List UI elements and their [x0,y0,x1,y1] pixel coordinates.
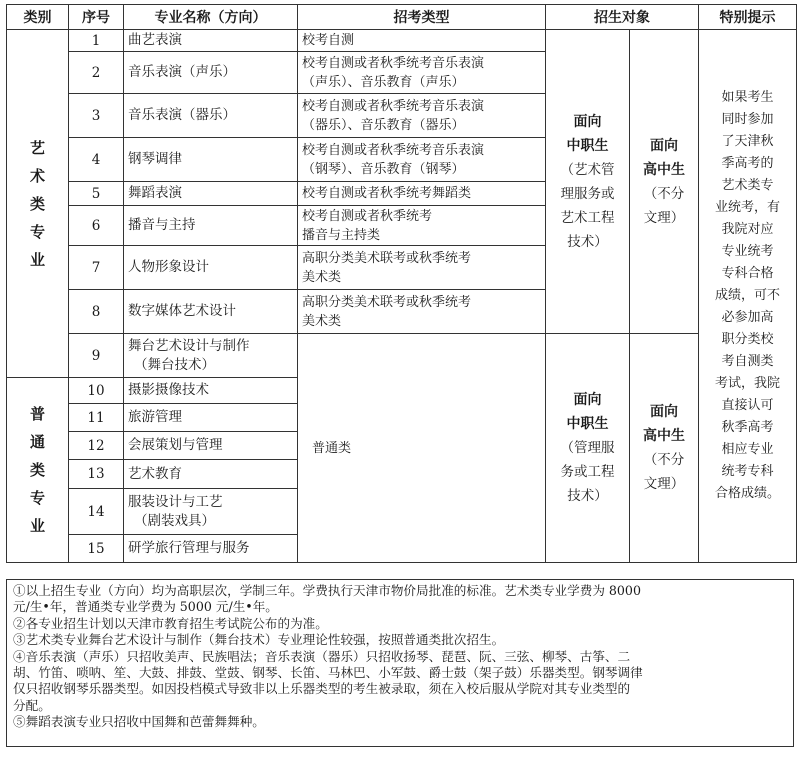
table-row [7,30,797,52]
footnotes [6,579,794,747]
special-tip: 如果考生 同时参加 了天津秋 季高考的 艺术类专 业统考，有 我院对应 专业统考 专科合格 成绩，可不 必参加高 职分类校 考自测类 考试，我院 直接认可 秋季高考 相应专业 统考专科 合格成绩。 [699,30,797,563]
exam-type: 高职分类美术联考或秋季统考 美术类 [298,246,546,290]
major-name: 数字媒体艺术设计 [124,290,298,334]
major-name: 舞台艺术设计与制作 （舞台技术） [124,334,298,378]
target-art-vocational: 面向 中职生 （艺术管 理服务或 艺术工程 技术） [546,30,630,334]
footnote-line: 仅只招收钢琴乐器类型。如因投档模式导致非以上乐器类型的考生被录取，须在入校后服从学院对其专业类型的 [13,681,631,697]
row-number: 9 [69,334,124,378]
row-number: 4 [69,138,124,182]
row-number: 3 [69,94,124,138]
footnote-line: ⑤舞蹈表演专业只招收中国舞和芭蕾舞舞种。 [13,714,265,730]
admissions-table [6,4,797,563]
exam-type: 校考自测 [298,30,546,52]
footnote-line: ②各专业招生计划以天津市教育招生考试院公布的为准。 [13,615,328,631]
row-number: 6 [69,206,124,246]
table-row [7,334,797,378]
category-general: 普 通 类 专 业 [7,378,69,563]
category-art: 艺 术 类 专 业 [7,30,69,378]
major-name: 播音与主持 [124,206,298,246]
exam-type: 校考自测或者秋季统考 播音与主持类 [298,206,546,246]
header-exam-type: 招考类型 [298,5,546,30]
target-general-highschool: 面向 高中生 （不分 文理） [630,334,699,563]
row-number: 11 [69,404,124,432]
header-major: 专业名称（方向） [124,5,298,30]
header-tip: 特别提示 [699,5,797,30]
major-name: 旅游管理 [124,404,298,432]
major-name: 服装设计与工艺 （剧装戏具） [124,489,298,535]
row-number: 1 [69,30,124,52]
major-name: 摄影摄像技术 [124,378,298,404]
header-target: 招生对象 [546,5,699,30]
row-number: 12 [69,432,124,460]
header-number: 序号 [69,5,124,30]
row-number: 13 [69,460,124,489]
major-name: 音乐表演（器乐） [124,94,298,138]
admissions-document [6,4,796,748]
exam-type: 校考自测或者秋季统考音乐表演 （器乐）、音乐教育（器乐） [298,94,546,138]
footnote-line: ③艺术类专业舞台艺术设计与制作（舞台技术）专业理论性较强，按照普通类批次招生。 [13,632,505,648]
exam-type: 校考自测或者秋季统考音乐表演 （声乐）、音乐教育（声乐） [298,52,546,94]
header-row [7,5,797,30]
header-category: 类别 [7,5,69,30]
major-name: 钢琴调律 [124,138,298,182]
target-general-vocational: 面向 中职生 （管理服 务或工程 技术） [546,334,630,563]
major-name: 舞蹈表演 [124,182,298,206]
footnote-line: ①以上招生专业（方向）均为高职层次，学制三年。学费执行天津市物价局批准的标准。艺术类专业学费为 8000 [13,583,641,598]
major-name: 研学旅行管理与服务 [124,535,298,563]
footnote-line: 分配。 [13,697,51,713]
major-name: 音乐表演（声乐） [124,52,298,94]
exam-type: 校考自测或者秋季统考音乐表演 （钢琴）、音乐教育（钢琴） [298,138,546,182]
row-number: 5 [69,182,124,206]
footnote-line: 胡、竹笛、唢呐、笙、大鼓、排鼓、堂鼓、钢琴、长笛、马林巴、小军鼓、爵士鼓（架子鼓）乐器类型。钢琴调律 [13,665,643,681]
row-number: 7 [69,246,124,290]
row-number: 8 [69,290,124,334]
row-number: 14 [69,489,124,535]
major-name: 曲艺表演 [124,30,298,52]
major-name: 人物形象设计 [124,246,298,290]
row-number: 15 [69,535,124,563]
row-number: 10 [69,378,124,404]
major-name: 会展策划与管理 [124,432,298,460]
footnote-line: 元/生•年，普通类专业学费为 5000 元/生•年。 [13,599,278,615]
major-name: 艺术教育 [124,460,298,489]
footnote-line: ④音乐表演（声乐）只招收美声、民族唱法；音乐表演（器乐）只招收扬琴、琵琶、阮、三弦、柳琴、古筝、二 [13,648,631,664]
exam-type: 校考自测或者秋季统考舞蹈类 [298,182,546,206]
row-number: 2 [69,52,124,94]
exam-type: 高职分类美术联考或秋季统考 美术类 [298,290,546,334]
general-exam-type: 普通类 [298,334,546,563]
target-art-highschool: 面向 高中生 （不分 文理） [630,30,699,334]
